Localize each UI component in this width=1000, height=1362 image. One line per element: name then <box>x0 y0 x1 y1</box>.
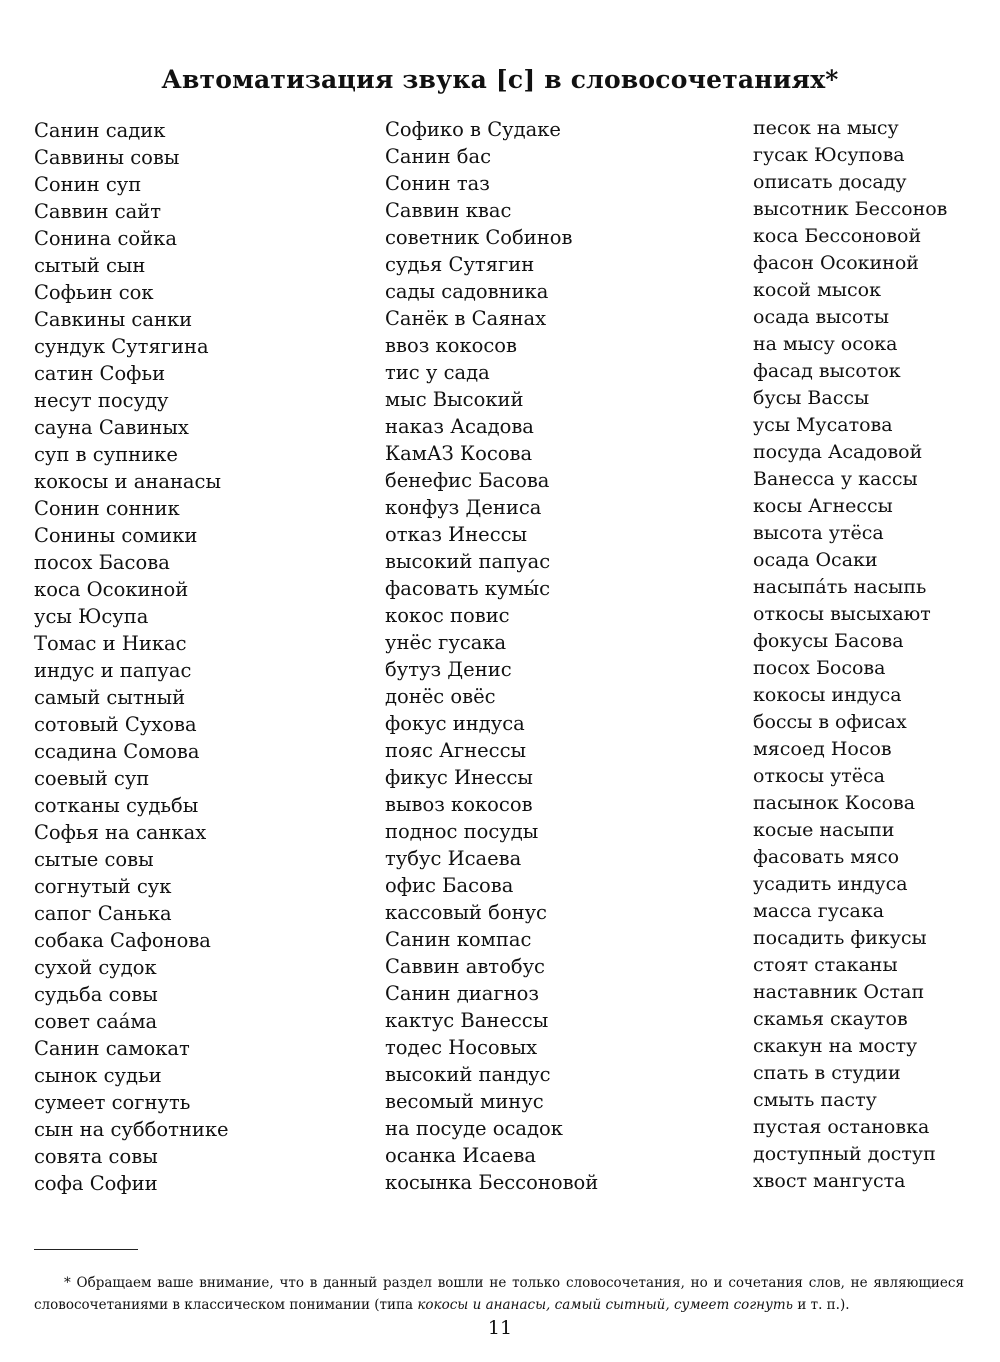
phrase-item: доступный доступ <box>753 1143 936 1165</box>
phrase-item: Санин самокат <box>34 1037 190 1060</box>
page-title: Автоматизация звука [с] в словосочетаниях* <box>161 64 839 94</box>
phrase-item: пустая остановка <box>753 1116 930 1138</box>
phrase-item: коса Бессоновой <box>753 225 922 247</box>
phrase-item: наставник Остап <box>753 981 925 1003</box>
footnote <box>34 1272 964 1316</box>
phrase-item: суп в супнике <box>34 443 178 466</box>
phrase-item: сатин Софьи <box>34 362 166 385</box>
phrase-item: косой мысок <box>753 279 881 301</box>
footnote-example-2: самый сытный, <box>554 1296 670 1313</box>
phrase-item: судьба совы <box>34 983 158 1006</box>
footnote-text-start: Обращаем ваше внимание, что в данный раздел вошли не только словосочетания, но и сочетания слов, не являющиеся словосочетаниями в классическом понимании (типа <box>34 1274 964 1313</box>
phrase-item: Софико в Судаке <box>385 118 561 141</box>
phrase-item: офис Басова <box>385 874 514 897</box>
phrase-item: донёс овёс <box>385 685 496 708</box>
page-number: 11 <box>487 1317 513 1339</box>
word-column-2 <box>385 116 598 1196</box>
phrase-item: высотник Бессонов <box>753 198 948 220</box>
phrase-item: кокосы и ананасы <box>34 470 222 493</box>
phrase-item: усадить индуса <box>753 873 908 895</box>
phrase-item: тодес Носовых <box>385 1036 538 1059</box>
footnote-example-3: сумеет согнуть <box>673 1296 794 1313</box>
phrase-item: Сонин таз <box>385 172 490 195</box>
phrase-item: пасынок Косова <box>753 792 916 814</box>
phrase-item: посадить фикусы <box>753 927 927 949</box>
phrase-item: сотканы судьбы <box>34 794 199 817</box>
phrase-item: фокусы Басова <box>753 630 904 652</box>
phrase-item: песок на мысу <box>753 117 899 139</box>
phrase-item: индус и папуас <box>34 659 192 682</box>
phrase-item: спать в студии <box>753 1062 901 1084</box>
phrase-item: Софьин сок <box>34 281 154 304</box>
phrase-item: скамья скаутов <box>753 1008 908 1030</box>
phrase-item: фикус Инессы <box>385 766 533 789</box>
phrase-item: насыпа́ть насыпь <box>753 576 927 598</box>
word-column-3 <box>753 115 947 1195</box>
phrase-item: Саввин автобус <box>385 955 545 978</box>
phrase-item: сытые совы <box>34 848 154 871</box>
phrase-item: соевый суп <box>34 767 150 790</box>
phrase-item: усы Юсупа <box>34 605 149 628</box>
phrase-item: боссы в офисах <box>753 711 907 733</box>
phrase-item: собака Сафонова <box>34 929 211 952</box>
phrase-item: фасовать кумы́с <box>385 577 551 600</box>
phrase-item: откосы высыхают <box>753 603 931 625</box>
phrase-item: совет саа́ма <box>34 1010 158 1033</box>
phrase-item: фасон Осокиной <box>753 252 919 274</box>
phrase-item: хвост мангуста <box>753 1170 906 1192</box>
phrase-item: посох Босова <box>753 657 886 679</box>
phrase-item: Саввины совы <box>34 146 180 169</box>
phrase-item: фасад высоток <box>753 360 901 382</box>
phrase-item: Сонина сойка <box>34 227 177 250</box>
phrase-item: КамАЗ Косова <box>385 442 533 465</box>
phrase-item: судья Сутягин <box>385 253 535 276</box>
phrase-item: сухой судок <box>34 956 157 979</box>
phrase-item: сапог Санька <box>34 902 172 925</box>
phrase-item: посуда Асадовой <box>753 441 923 463</box>
phrase-item: гусак Юсупова <box>753 144 905 166</box>
phrase-item: косы Агнессы <box>753 495 893 517</box>
phrase-item: мясоед Носов <box>753 738 892 760</box>
phrase-item: сотовый Сухова <box>34 713 197 736</box>
phrase-item: сумеет согнуть <box>34 1091 191 1114</box>
footnote-divider <box>34 1249 138 1250</box>
phrase-item: поднос посуды <box>385 820 539 843</box>
phrase-item: пояс Агнессы <box>385 739 527 762</box>
phrase-item: Санин садик <box>34 119 166 142</box>
phrase-item: унёс гусака <box>385 631 507 654</box>
phrase-item: высокий пандус <box>385 1063 551 1086</box>
footnote-text-end: и т. п.). <box>797 1296 850 1313</box>
phrase-item: стоят стаканы <box>753 954 898 976</box>
phrase-item: осада Осаки <box>753 549 878 571</box>
phrase-item: смыть пасту <box>753 1089 877 1111</box>
phrase-item: ссадина Сомова <box>34 740 200 763</box>
phrase-item: скакун на мосту <box>753 1035 918 1057</box>
phrase-item: сын на субботнике <box>34 1118 229 1141</box>
phrase-item: высокий папуас <box>385 550 551 573</box>
phrase-item: кокос повис <box>385 604 510 627</box>
phrase-item: конфуз Дениса <box>385 496 542 519</box>
phrase-item: косые насыпи <box>753 819 895 841</box>
phrase-item: Сонины сомики <box>34 524 198 547</box>
phrase-item: бусы Вассы <box>753 387 870 409</box>
phrase-item: софа Софии <box>34 1172 158 1195</box>
phrase-item: сады садовника <box>385 280 549 303</box>
phrase-item: кассовый бонус <box>385 901 547 924</box>
phrase-item: на мысу осока <box>753 333 898 355</box>
phrase-item: советник Собинов <box>385 226 573 249</box>
phrase-item: Саввин сайт <box>34 200 162 223</box>
phrase-item: высота утёса <box>753 522 884 544</box>
phrase-item: фокус индуса <box>385 712 525 735</box>
phrase-item: ввоз кокосов <box>385 334 518 357</box>
phrase-item: Санин диагноз <box>385 982 539 1005</box>
phrase-item: мыс Высокий <box>385 388 524 411</box>
phrase-item: фасовать мясо <box>753 846 900 868</box>
phrase-item: самый сытный <box>34 686 186 709</box>
phrase-item: несут посуду <box>34 389 169 412</box>
word-column-1 <box>34 117 229 1197</box>
phrase-item: Ванесса у кассы <box>753 468 918 490</box>
phrase-item: Санин бас <box>385 145 492 168</box>
phrase-item: описать досаду <box>753 171 907 193</box>
phrase-item: Сонин сонник <box>34 497 180 520</box>
phrase-item: Савкины санки <box>34 308 193 331</box>
phrase-item: наказ Асадова <box>385 415 534 438</box>
phrase-item: коса Осокиной <box>34 578 189 601</box>
phrase-item: косынка Бессоновой <box>385 1171 599 1194</box>
phrase-item: Санёк в Саянах <box>385 307 547 330</box>
phrase-item: согнутый сук <box>34 875 172 898</box>
phrase-item: совята совы <box>34 1145 158 1168</box>
phrase-item: Санин компас <box>385 928 532 951</box>
phrase-item: весомый минус <box>385 1090 544 1113</box>
phrase-item: отказ Инессы <box>385 523 528 546</box>
phrase-item: сауна Савиных <box>34 416 189 439</box>
footnote-marker: * <box>64 1274 71 1291</box>
phrase-item: кокосы индуса <box>753 684 902 706</box>
phrase-item: бенефис Басова <box>385 469 550 492</box>
phrase-item: сундук Сутягина <box>34 335 209 358</box>
footnote-example-1: кокосы и ананасы, <box>417 1296 551 1313</box>
phrase-item: усы Мусатова <box>753 414 893 436</box>
phrase-item: сытый сын <box>34 254 146 277</box>
phrase-item: кактус Ванессы <box>385 1009 549 1032</box>
phrase-item: тис у сада <box>385 361 490 384</box>
phrase-item: на посуде осадок <box>385 1117 563 1140</box>
phrase-item: откосы утёса <box>753 765 885 787</box>
phrase-item: тубус Исаева <box>385 847 522 870</box>
phrase-item: Саввин квас <box>385 199 512 222</box>
phrase-item: сынок судьи <box>34 1064 162 1087</box>
phrase-item: бутуз Денис <box>385 658 512 681</box>
phrase-item: Софья на санках <box>34 821 207 844</box>
phrase-item: Томас и Никас <box>34 632 187 655</box>
phrase-item: посох Басова <box>34 551 170 574</box>
phrase-item: осанка Исаева <box>385 1144 536 1167</box>
phrase-item: вывоз кокосов <box>385 793 533 816</box>
phrase-item: Сонин суп <box>34 173 142 196</box>
phrase-item: масса гусака <box>753 900 885 922</box>
phrase-item: осада высоты <box>753 306 890 328</box>
